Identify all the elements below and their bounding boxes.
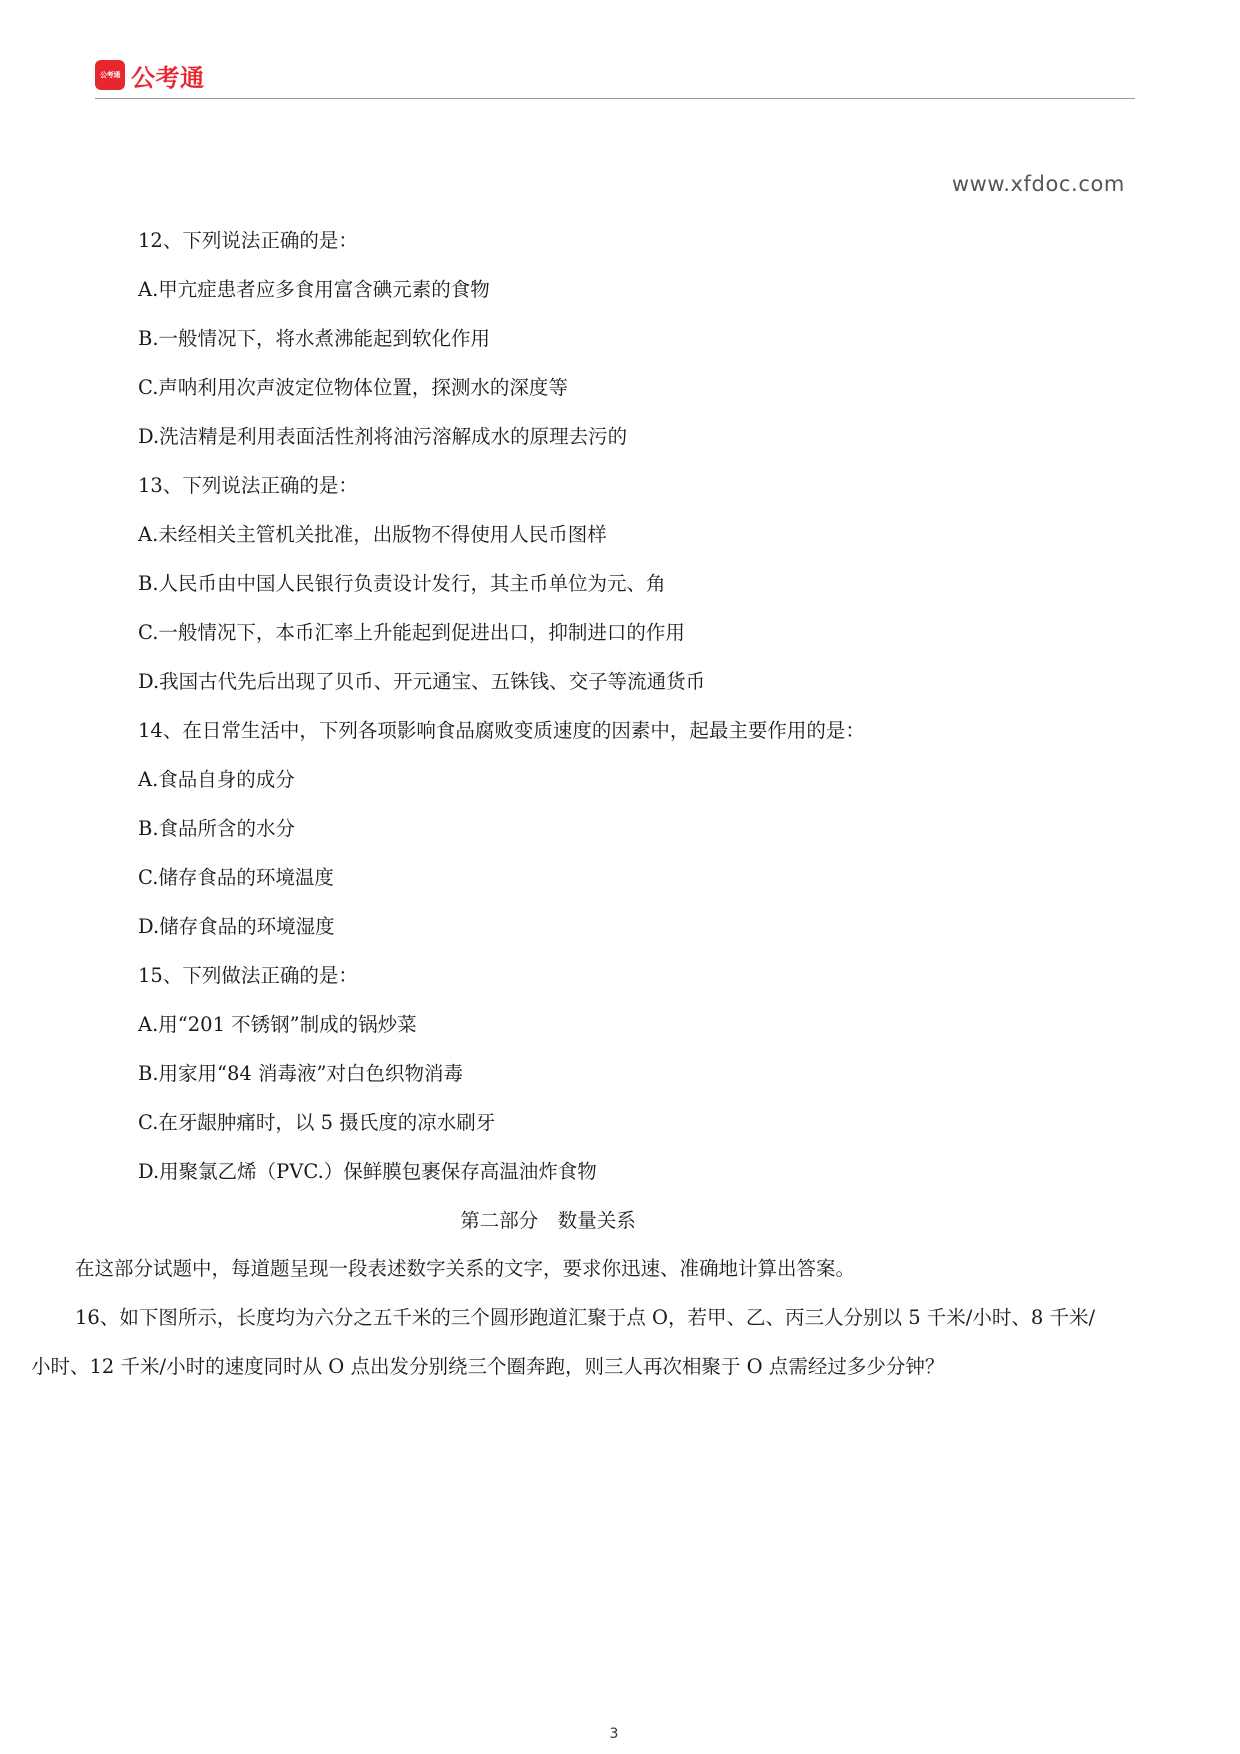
section-intro: 在这部分试题中，每道题呈现一段表述数字关系的文字，要求你迅速、准确地计算出答案。 <box>75 1257 856 1280</box>
brand-name: 公考通 <box>131 63 205 92</box>
question-13-option-a: A.未经相关主管机关批准，出版物不得使用人民币图样 <box>138 523 607 546</box>
question-14-option-a: A.食品自身的成分 <box>138 768 295 791</box>
question-14-option-c: C.储存食品的环境温度 <box>138 866 334 889</box>
question-15-option-c: C.在牙龈肿痛时，以 5 摄氏度的凉水刷牙 <box>138 1111 496 1134</box>
question-12-stem: 12、下列说法正确的是： <box>138 229 358 252</box>
brand-logo <box>95 58 205 92</box>
page-header <box>95 58 1135 99</box>
question-14-option-b: B.食品所含的水分 <box>138 817 296 840</box>
website-url: www.xfdoc.com <box>951 172 1125 196</box>
question-12-option-c: C.声呐利用次声波定位物体位置，探测水的深度等 <box>138 376 568 399</box>
question-15-option-b: B.用家用“84 消毒液”对白色织物消毒 <box>138 1062 463 1085</box>
question-15-stem: 15、下列做法正确的是： <box>138 964 358 987</box>
question-16-text: 16、如下图所示，长度均为六分之五千米的三个圆形跑道汇聚于点 O，若甲、乙、丙三人分别以 5 千米/小时、8 千米/小时、12 千米/小时的速度同时从 O 点出发分别绕三个圈奔跑，则三人再次相聚于 O 点需经过多少分钟？ <box>31 1306 1096 1378</box>
question-13-option-c: C.一般情况下，本币汇率上升能起到促进出口，抑制进口的作用 <box>138 621 685 644</box>
question-13-option-b: B.人民币由中国人民银行负责设计发行，其主币单位为元、角 <box>138 572 666 595</box>
question-12-option-b: B.一般情况下，将水煮沸能起到软化作用 <box>138 327 491 350</box>
question-13-option-d: D.我国古代先后出现了贝币、开元通宝、五铢钱、交子等流通货币 <box>138 670 706 693</box>
question-12-option-a: A.甲亢症患者应多食用富含碘元素的食物 <box>138 278 490 301</box>
page-number: 3 <box>609 1726 619 1742</box>
question-13-stem: 13、下列说法正确的是： <box>138 474 358 497</box>
logo-badge: 公考通 <box>95 60 125 90</box>
question-14-stem: 14、在日常生活中，下列各项影响食品腐败变质速度的因素中，起最主要作用的是： <box>138 719 865 742</box>
question-12-option-d: D.洗洁精是利用表面活性剂将油污溶解成水的原理去污的 <box>138 425 628 448</box>
question-14-option-d: D.储存食品的环境湿度 <box>138 915 335 938</box>
section-title: 第二部分 数量关系 <box>460 1209 636 1232</box>
question-15-option-a: A.用“201 不锈钢”制成的锅炒菜 <box>138 1013 417 1036</box>
question-15-option-d: D.用聚氯乙烯（PVC.）保鲜膜包裹保存高温油炸食物 <box>138 1160 597 1183</box>
